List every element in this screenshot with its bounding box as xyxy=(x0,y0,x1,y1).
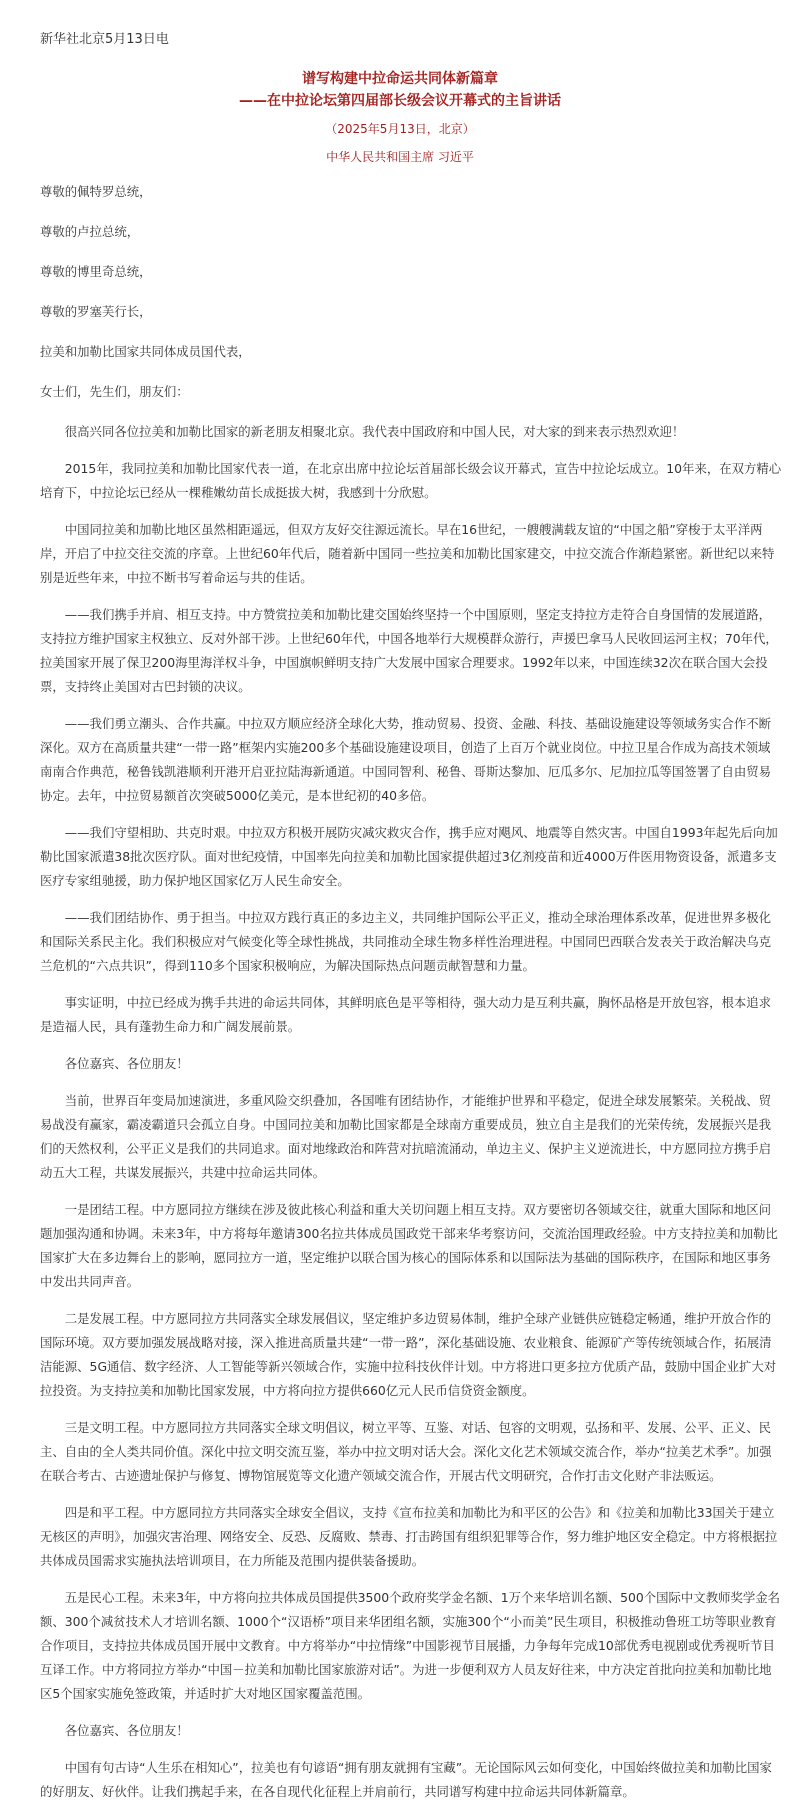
paragraph: 各位嘉宾、各位朋友！ xyxy=(40,1056,189,1071)
paragraph: 事实证明，中拉已经成为携手共进的命运共同体，其鲜明底色是平等相待，强大动力是互利共赢，胸怀品格是开放包容，根本追求是造福人民，具有蓬勃生命力和广阔发展前景。 xyxy=(40,995,772,1034)
paragraph: ——我们守望相助、共克时艰。中拉双方积极开展防灾减灾救灾合作，携手应对飓风、地震等自然灾害。中国自1993年起先后向加勒比国家派遣38批次医疗队。面对世纪疫情，中国率先向拉美和加勒比国家提供超过3亿剂疫苗和近4000万件医用物资设备，派遣多支医疗专家组驰援，助力保护地区国家亿万人民生命安全。 xyxy=(40,825,778,888)
paragraph: 各位嘉宾、各位朋友！ xyxy=(40,1723,189,1738)
paragraph: ——我们勇立潮头、合作共赢。中拉双方顺应经济全球化大势，推动贸易、投资、金融、科技、基础设施建设等领域务实合作不断深化。双方在高质量共建“一带一路”框架内实施200多个基础设施建设项目，创造了上百万个就业岗位。中拉卫星合作成为高技术领域南南合作典范，秘鲁钱凯港顺利开港开启亚拉陆海新通道。中国同智利、秘鲁、哥斯达黎加、厄瓜多尔、尼加拉瓜等国签署了自由贸易协定。去年，中拉贸易额首次突破5000亿美元，是本世纪初的40多倍。 xyxy=(40,716,772,803)
paragraph: 中国同拉美和加勒比地区虽然相距遥远，但双方友好交往源远流长。早在16世纪，一艘艘满载友谊的“中国之船”穿梭于太平洋两岸，开启了中拉交往交流的序章。上世纪60年代后，随着新中国同一些拉美和加勒比国家建交，中拉交流合作渐趋紧密。新世纪以来特别是近些年来，中拉不断书写着命运与共的佳话。 xyxy=(40,522,775,585)
salutation: 尊敬的罗塞芙行长， xyxy=(40,304,152,319)
paragraph: ——我们携手并肩、相互支持。中方赞赏拉美和加勒比建交国始终坚持一个中国原则，坚定支持拉方走符合自身国情的发展道路，支持拉方维护国家主权独立、反对外部干涉。上世纪60年代，中国各地举行大规模群众游行，声援巴拿马人民收回运河主权；70年代，拉美国家开展了保卫200海里海洋权斗争，中国旗帜鲜明支持广大发展中国家合理要求。1992年以来，中国连续32次在联合国大会投票，支持终止美国对古巴封锁的决议。 xyxy=(40,607,778,694)
speaker-byline: 中华人民共和国主席 习近平 xyxy=(326,150,474,164)
title-block xyxy=(0,68,800,168)
salutation: 拉美和加勒比国家共同体成员国代表， xyxy=(40,344,251,359)
speech-date-place: （2025年5月13日，北京） xyxy=(325,122,475,136)
salutation: 尊敬的卢拉总统， xyxy=(40,224,140,239)
paragraph: 当前，世界百年变局加速演进，多重风险交织叠加，各国唯有团结协作，才能维护世界和平稳定，促进全球发展繁荣。关税战、贸易战没有赢家，霸凌霸道只会孤立自身。中国同拉美和加勒比国家都是全球南方重要成员，独立自主是我们的光荣传统，发展振兴是我们的天然权利，公平正义是我们的共同追求。面对地缘政治和阵营对抗暗流涌动，单边主义、保护主义逆流进长，中方愿同拉方携手启动五大工程，共谋发展振兴，共建中拉命运共同体。 xyxy=(40,1093,772,1180)
paragraph: ——我们团结协作、勇于担当。中拉双方践行真正的多边主义，共同维护国际公平正义，推动全球治理体系改革，促进世界多极化和国际关系民主化。我们积极应对气候变化等全球性挑战，共同推动全球生物多样性治理进程。中国同巴西联合发表关于政治解决乌克兰危机的“六点共识”，得到110多个国家积极响应，为解决国际热点问题贡献智慧和力量。 xyxy=(40,910,772,973)
article-title: 谱写构建中拉命运共同体新篇章 xyxy=(302,71,498,87)
speech-body xyxy=(40,180,782,1817)
dateline: 新华社北京5月13日电 xyxy=(40,32,169,47)
paragraph: 四是和平工程。中方愿同拉方共同落实全球安全倡议，支持《宣布拉美和加勒比为和平区的公告》和《拉美和加勒比33国关于建立无核区的声明》，加强灾害治理、网络安全、反恐、反腐败、禁毒、打击跨国有组织犯罪等合作，努力维护地区安全稳定。中方将根据拉共体成员国需求实施执法培训项目，在力所能及范围内提供装备援助。 xyxy=(40,1505,778,1568)
salutation: 尊敬的博里奇总统， xyxy=(40,264,152,279)
paragraph: 一是团结工程。中方愿同拉方继续在涉及彼此核心利益和重大关切问题上相互支持。双方要密切各领域交往，就重大国际和地区问题加强沟通和协调。未来3年，中方将每年邀请300名拉共体成员国政党干部来华考察访问，交流治国理政经验。中方支持拉美和加勒比国家扩大在多边舞台上的影响，愿同拉方一道，坚定维护以联合国为核心的国际体系和以国际法为基础的国际秩序，在国际和地区事务中发出共同声音。 xyxy=(40,1202,778,1289)
salutation: 尊敬的佩特罗总统， xyxy=(40,184,152,199)
article-subtitle: ——在中拉论坛第四届部长级会议开幕式的主旨讲话 xyxy=(239,93,561,109)
paragraph: 很高兴同各位拉美和加勒比国家的新老朋友相聚北京。我代表中国政府和中国人民，对大家的到来表示热烈欢迎！ xyxy=(40,424,685,439)
paragraph: 二是发展工程。中方愿同拉方共同落实全球发展倡议，坚定维护多边贸易体制，维护全球产业链供应链稳定畅通，维护开放合作的国际环境。双方要加强发展战略对接，深入推进高质量共建“一带一路”，深化基础设施、农业粮食、能源矿产等传统领域合作，拓展清洁能源、5G通信、数字经济、人工智能等新兴领域合作，实施中拉科技伙伴计划。中方将进口更多拉方优质产品，鼓励中国企业扩大对拉投资。为支持拉美和加勒比国家发展，中方将向拉方提供660亿元人民币信贷资金额度。 xyxy=(40,1311,777,1398)
paragraph: 三是文明工程。中方愿同拉方共同落实全球文明倡议，树立平等、互鉴、对话、包容的文明观，弘扬和平、发展、公平、正义、民主、自由的全人类共同价值。深化中拉文明交流互鉴，举办中拉文明对话大会。深化文化艺术领域交流合作，举办“拉美艺术季”。加强在联合考古、古迹遗址保护与修复、博物馆展览等文化遗产领域交流合作，开展古代文明研究，合作打击文化财产非法贩运。 xyxy=(40,1420,772,1483)
paragraph: 五是民心工程。未来3年，中方将向拉共体成员国提供3500个政府奖学金名额、1万个来华培训名额、500个国际中文教师奖学金名额、300个减贫技术人才培训名额、1000个“汉语桥”项目来华团组名额，实施300个“小而美”民生项目，积极推动鲁班工坊等职业教育合作项目，支持拉共体成员国开展中文教育。中方将举办“中拉情缘”中国影视节目展播，力争每年完成10部优秀电视剧或优秀视听节目互译工作。中方将同拉方举办“中国－拉美和加勒比国家旅游对话”。为进一步便利双方人员友好往来，中方决定首批向拉美和加勒比地区5个国家实施免签政策，并适时扩大对地区国家覆盖范围。 xyxy=(40,1590,781,1701)
paragraph: 中国有句古诗“人生乐在相知心”，拉美也有句谚语“拥有朋友就拥有宝藏”。无论国际风云如何变化，中国始终做拉美和加勒比国家的好朋友、好伙伴。让我们携起手来，在各自现代化征程上并肩前行，共同谱写构建中拉命运共同体新篇章。 xyxy=(40,1760,772,1799)
salutation: 女士们，先生们，朋友们： xyxy=(40,384,189,399)
paragraph: 2015年，我同拉美和加勒比国家代表一道，在北京出席中拉论坛首届部长级会议开幕式，宣告中拉论坛成立。10年来，在双方精心培育下，中拉论坛已经从一棵稚嫩幼苗长成挺拔大树，我感到十分欣慰。 xyxy=(40,461,782,500)
